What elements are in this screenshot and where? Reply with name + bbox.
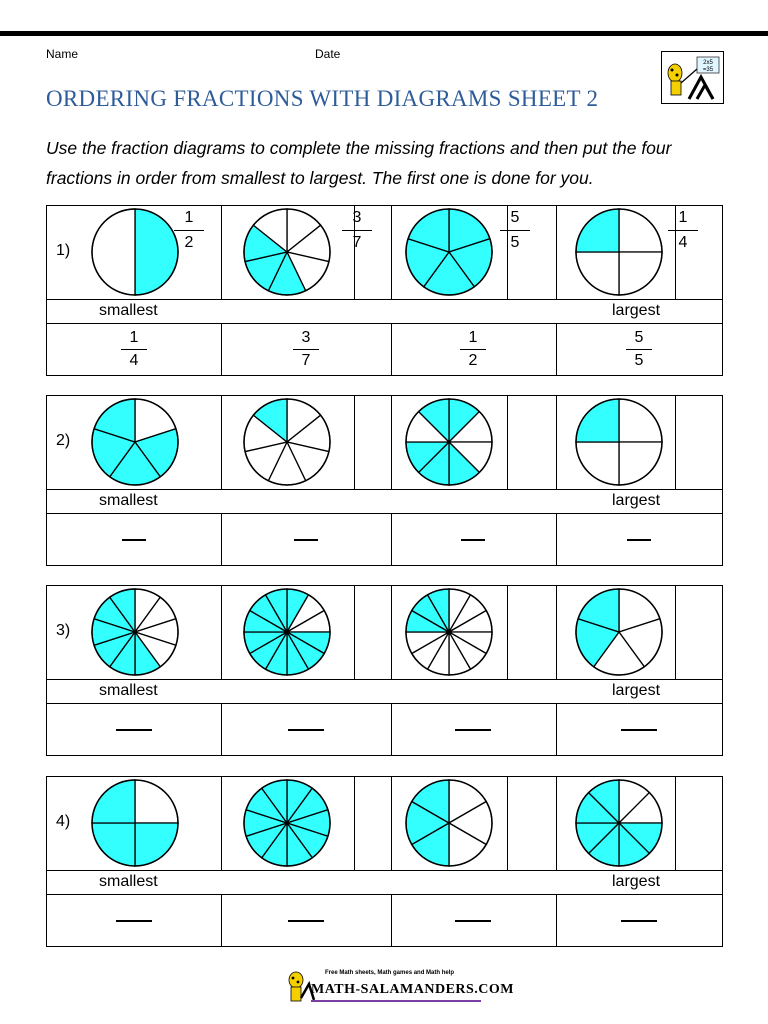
name-label: Name bbox=[46, 47, 79, 61]
largest-label: largest bbox=[612, 302, 661, 319]
fraction-denominator: 5 bbox=[634, 352, 644, 369]
answer-row bbox=[46, 895, 723, 947]
fraction-denominator: 7 bbox=[301, 352, 311, 369]
pie-fraction-label bbox=[668, 208, 698, 253]
fraction-numerator: 5 bbox=[510, 209, 520, 226]
answer-fraction bbox=[114, 328, 154, 371]
top-rule bbox=[0, 31, 768, 36]
problem-3 bbox=[46, 585, 723, 756]
fraction-numerator: 1 bbox=[678, 209, 688, 226]
diagram-row bbox=[46, 205, 723, 300]
fraction-numerator: 5 bbox=[634, 329, 644, 346]
pie-fraction-blank[interactable] bbox=[500, 586, 528, 679]
problem-2 bbox=[46, 395, 723, 566]
smallest-label: smallest bbox=[99, 492, 158, 509]
fraction-pie-diagram bbox=[90, 397, 180, 487]
fraction-bar bbox=[342, 230, 372, 231]
answer-blank[interactable] bbox=[621, 920, 657, 922]
fraction-pie-diagram bbox=[242, 587, 332, 677]
footer-site: MATH-SALAMANDERS.COM bbox=[311, 982, 515, 997]
footer-tagline: Free Math sheets, Math games and Math help bbox=[325, 970, 455, 976]
answer-blank[interactable] bbox=[288, 729, 324, 731]
cell-divider bbox=[556, 895, 557, 946]
answer-blank[interactable] bbox=[621, 729, 657, 731]
pie-fraction-blank[interactable] bbox=[174, 586, 202, 679]
pie-fraction-label bbox=[500, 208, 530, 253]
cell-divider bbox=[221, 206, 222, 299]
order-label-row bbox=[46, 300, 723, 324]
cell-divider bbox=[556, 324, 557, 375]
cell-divider bbox=[221, 324, 222, 375]
order-label-row bbox=[46, 490, 723, 514]
answer-blank[interactable] bbox=[294, 539, 318, 541]
math-salamanders-logo-icon bbox=[661, 51, 724, 104]
fraction-bar bbox=[174, 230, 204, 231]
fraction-pie-diagram bbox=[404, 587, 494, 677]
cell-divider bbox=[391, 206, 392, 299]
cell-divider bbox=[221, 704, 222, 755]
smallest-label: smallest bbox=[99, 682, 158, 699]
fraction-denominator: 7 bbox=[352, 234, 362, 251]
pie-fraction-blank[interactable] bbox=[342, 777, 370, 870]
fraction-pie-diagram bbox=[90, 207, 180, 297]
cell-divider bbox=[391, 324, 392, 375]
footer-underline bbox=[311, 1000, 481, 1002]
smallest-label: smallest bbox=[99, 302, 158, 319]
date-label: Date bbox=[315, 47, 341, 61]
answer-blank[interactable] bbox=[627, 539, 651, 541]
answer-blank[interactable] bbox=[122, 539, 146, 541]
largest-label: largest bbox=[612, 873, 661, 890]
footer-logo bbox=[285, 968, 515, 1008]
cell-divider bbox=[221, 514, 222, 565]
cell-divider bbox=[556, 704, 557, 755]
largest-label: largest bbox=[612, 492, 661, 509]
cell-divider bbox=[391, 895, 392, 946]
fraction-pie-diagram bbox=[404, 778, 494, 868]
fraction-pie-diagram bbox=[404, 397, 494, 487]
fraction-numerator: 3 bbox=[301, 329, 311, 346]
smallest-label: smallest bbox=[99, 873, 158, 890]
fraction-pie-diagram bbox=[242, 207, 332, 297]
pie-fraction-blank[interactable] bbox=[500, 777, 528, 870]
diagram-row bbox=[46, 395, 723, 490]
fraction-denominator: 2 bbox=[468, 352, 478, 369]
fraction-denominator: 4 bbox=[129, 352, 139, 369]
cell-divider bbox=[221, 396, 222, 489]
fraction-bar bbox=[293, 349, 319, 350]
cell-divider bbox=[556, 586, 557, 679]
instructions: Use the fraction diagrams to complete the missing fractions and then put the four fractions in order from smallest to largest. The first one is done for you. bbox=[46, 138, 672, 188]
fraction-bar bbox=[121, 349, 147, 350]
pie-slice bbox=[92, 209, 135, 295]
answer-fraction bbox=[619, 328, 659, 371]
order-label-row bbox=[46, 680, 723, 704]
cell-divider bbox=[221, 777, 222, 870]
answer-fraction bbox=[453, 328, 493, 371]
problem-number: 3) bbox=[56, 622, 71, 639]
fraction-pie-diagram bbox=[574, 778, 664, 868]
fraction-numerator: 1 bbox=[468, 329, 478, 346]
fraction-pie-diagram bbox=[90, 587, 180, 677]
fraction-pie-diagram bbox=[574, 207, 664, 297]
pie-fraction-label bbox=[174, 208, 204, 253]
fraction-denominator: 5 bbox=[510, 234, 520, 251]
pie-fraction-label bbox=[342, 208, 372, 253]
fraction-numerator: 3 bbox=[352, 209, 362, 226]
answer-blank[interactable] bbox=[455, 729, 491, 731]
diagram-row bbox=[46, 776, 723, 871]
pie-fraction-blank[interactable] bbox=[668, 396, 696, 489]
pie-fraction-blank[interactable] bbox=[342, 586, 370, 679]
fraction-pie-diagram bbox=[404, 207, 494, 297]
cell-divider bbox=[556, 396, 557, 489]
fraction-bar bbox=[626, 349, 652, 350]
cell-divider bbox=[391, 586, 392, 679]
pie-fraction-blank[interactable] bbox=[668, 586, 696, 679]
page-title: ORDERING FRACTIONS WITH DIAGRAMS SHEET 2 bbox=[46, 86, 599, 111]
cell-divider bbox=[556, 514, 557, 565]
cell-divider bbox=[221, 586, 222, 679]
answer-row bbox=[46, 324, 723, 376]
answer-blank[interactable] bbox=[455, 920, 491, 922]
answer-row bbox=[46, 704, 723, 756]
problem-number: 4) bbox=[56, 813, 71, 830]
fraction-pie-diagram bbox=[574, 587, 664, 677]
fraction-bar bbox=[500, 230, 530, 231]
problem-1 bbox=[46, 205, 723, 376]
cell-divider bbox=[391, 514, 392, 565]
logo-text-line1: 2x5 bbox=[703, 60, 713, 66]
order-label-row bbox=[46, 871, 723, 895]
fraction-pie-diagram bbox=[242, 778, 332, 868]
pie-fraction-blank[interactable] bbox=[174, 777, 202, 870]
largest-label: largest bbox=[612, 682, 661, 699]
fraction-bar bbox=[668, 230, 698, 231]
cell-divider bbox=[391, 777, 392, 870]
fraction-pie-diagram bbox=[242, 397, 332, 487]
logo-text-line2: =35 bbox=[702, 67, 714, 73]
cell-divider bbox=[556, 206, 557, 299]
answer-row bbox=[46, 514, 723, 566]
answer-blank[interactable] bbox=[116, 920, 152, 922]
fraction-pie-diagram bbox=[574, 397, 664, 487]
fraction-bar bbox=[460, 349, 486, 350]
problem-4 bbox=[46, 776, 723, 947]
pie-slice-shaded bbox=[135, 209, 178, 295]
answer-fraction bbox=[286, 328, 326, 371]
cell-divider bbox=[556, 777, 557, 870]
problem-number: 2) bbox=[56, 432, 71, 449]
answer-blank[interactable] bbox=[116, 729, 152, 731]
answer-blank[interactable] bbox=[288, 920, 324, 922]
pie-fraction-blank[interactable] bbox=[668, 777, 696, 870]
pie-fraction-blank[interactable] bbox=[174, 396, 202, 489]
pie-fraction-blank[interactable] bbox=[500, 396, 528, 489]
cell-divider bbox=[221, 895, 222, 946]
fraction-pie-diagram bbox=[90, 778, 180, 868]
cell-divider bbox=[391, 704, 392, 755]
pie-fraction-blank[interactable] bbox=[342, 396, 370, 489]
fraction-denominator: 2 bbox=[184, 234, 194, 251]
fraction-numerator: 1 bbox=[129, 329, 139, 346]
cell-divider bbox=[391, 396, 392, 489]
fraction-denominator: 4 bbox=[678, 234, 688, 251]
fraction-numerator: 1 bbox=[184, 209, 194, 226]
problem-number: 1) bbox=[56, 242, 71, 259]
diagram-row bbox=[46, 585, 723, 680]
answer-blank[interactable] bbox=[461, 539, 485, 541]
